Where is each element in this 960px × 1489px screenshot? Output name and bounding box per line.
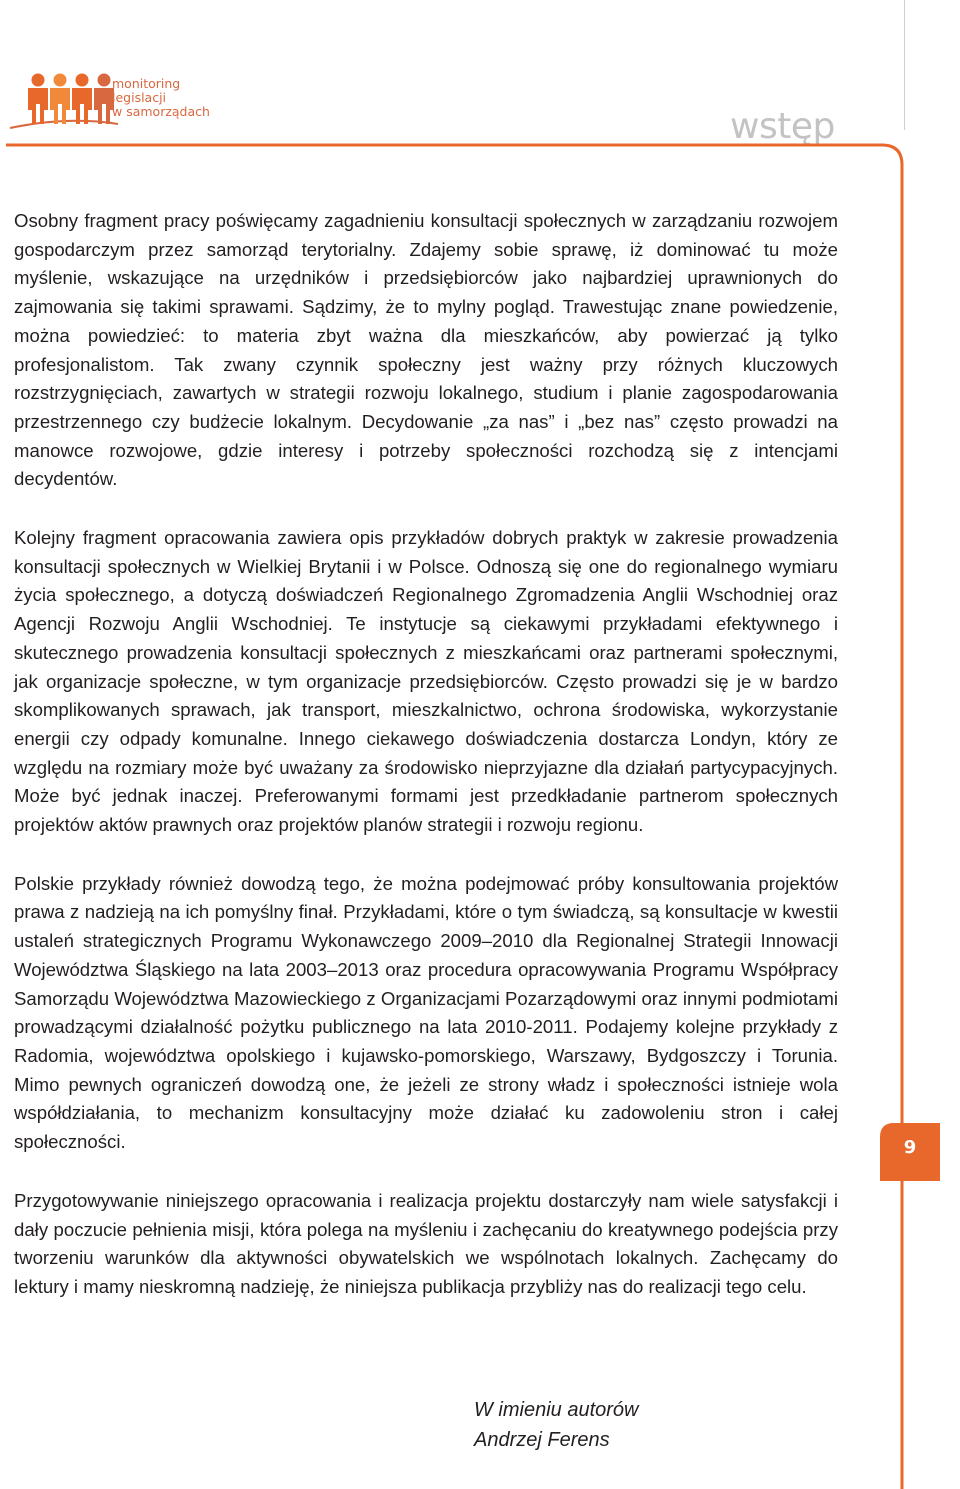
signature-line-1: W imieniu autorów [474,1399,639,1421]
article-body [14,207,838,1332]
logo-line-3: w samorządach [112,104,210,119]
page-number: 9 [903,1137,917,1158]
paragraph-3: Polskie przykłady również dowodzą tego, że można podejmować próby konsultowania projektów prawa z nadzieją na ich pomyślny finał. Przykładami, które o tym świadczą, są konsultacje w kwestii ustaleń strategicznych Programu Wykonawczego 2009–2010 dla Regionalnej Strategii Innowacji Województwa Śląskiego na lata 2003–2013 oraz procedura opracowywania Programu Współpracy Samorządu Województwa Mazowieckiego z Organizacjami Pozarządowymi oraz innymi podmiotami prowadzącymi działalność pożytku publicznego na lata 2010-2011. Podajemy kolejne przykłady z Radomia, województwa opolskiego i kujawsko-pomorskiego, Warszawy, Bydgoszczy i Torunia. Mimo pewnych ograniczeń dowodzą one, że jeżeli ze strony władz i społeczności istnieje wola współdziałania, to mechanizm konsultacyjny może działać ku zadowoleniu stron i całej społeczności. [14,872,838,1153]
chapter-title: wstęp [730,106,835,147]
margin-guide-line [904,0,905,130]
paragraph-4: Przygotowywanie niniejszego opracowania i realizacja projektu dostarczyły nam wiele satysfakcji i dały poczucie pełnienia misji, która polega na myśleniu i zachęcaniu do kreatywnego podejścia przy tworzeniu warunków dla aktywności obywatelskich we wspólnotach lokalnych. Zachęcamy do lektury i mamy nieskromną nadzieję, że niniejsza publikacja przybliży nas do realizacji tego celu. [14,1189,838,1297]
paragraph-2: Kolejny fragment opracowania zawiera opis przykładów dobrych praktyk w zakresie prowadzenia konsultacji społecznych w Wielkiej Brytanii i w Polsce. Odnoszą się one do regionalnego wymiaru życia społecznego, a dotyczą doświadczeń Regionalnego Zgromadzenia Anglii Wschodniej oraz Agencji Rozwoju Anglii Wschodniej. Te instytucje są ciekawymi przykładami efektywnego i skutecznego prowadzenia konsultacji społecznych z mieszkańcami oraz partnerami społecznymi, jak organizacje społeczne, w tym organizacje przedsiębiorców. Często prowadzi się je w bardzo skomplikowanych sprawach, jak transport, mieszkalnictwo, ochrona środowiska, wykorzystanie energii czy odpady komunalne. Innego ciekawego doświadczenia dostarcza Londyn, który ze względu na rozmiary może być uważany za środowisko nieprzyjazne dla działań partycypacyjnych. Może być jednak inaczej. Preferowanymi formami jest przedkładanie partnerom społecznych projektów aktów prawnych oraz projektów planów strategii i rozwoju regionu. [14,527,838,836]
signature-author: Andrzej Ferens [474,1429,610,1451]
paragraph-1: Osobny fragment pracy poświęcamy zagadnieniu konsultacji społecznych w zarządzaniu rozwojem gospodarczym przez samorząd terytorialny. Zdajemy sobie sprawę, iż dominować tu może myślenie, wskazujące na urzędników i przedsiębiorców jako najbardziej uprawnionych do zajmowania się takimi sprawami. Sądzimy, że to mylny pogląd. Trawestując znane powiedzenie, można powiedzieć: to materia zbyt ważna dla mieszkańców, aby powierzać ją tylko profesjonalistom. Tak zwany czynnik społeczny jest ważny przy różnych kluczowych rozstrzygnięciach, zawartych w strategii rozwoju lokalnego, studium i planie zagospodarowania przestrzennego czy budżecie lokalnym. Decydowanie „za nas” i „bez nas” często prowadzi na manowce rozwojowe, gdzie interesy i potrzeby społeczności rozchodzą się z intencjami decydentów. [14,210,838,490]
logo-line-2: legislacji [112,90,167,105]
logo-text [112,77,210,119]
signature [474,1395,639,1455]
logo-line-1: monitoring [112,76,181,91]
